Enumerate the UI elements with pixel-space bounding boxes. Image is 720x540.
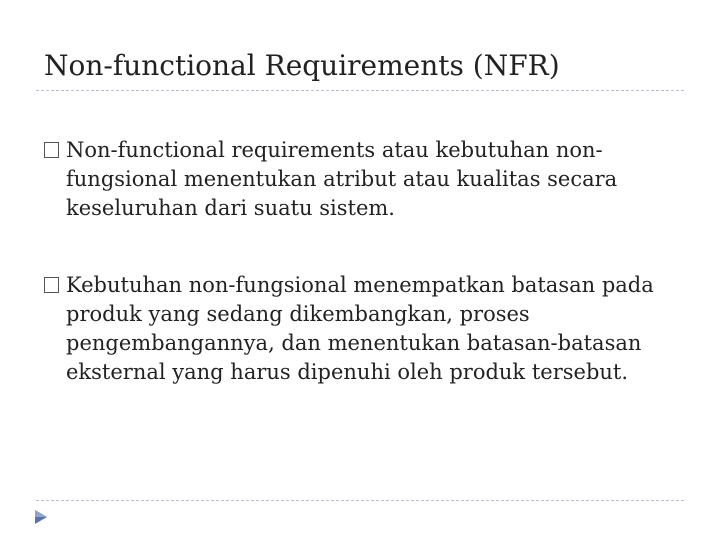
footer-divider [36,500,684,501]
slide-title: Non-functional Requirements (NFR) [44,49,560,82]
square-bullet-icon [44,277,59,293]
bullet-text: Non-functional requirements atau kebutuhan non-fungsional menentukan atribut atau kualitas secara keseluruhan dari suatu sistem. [66,138,618,220]
bullet-item [44,271,684,387]
bullet-list [44,136,684,387]
triangle-arrow-icon[interactable] [30,507,52,527]
bullet-item [44,136,684,223]
bullet-text: Kebutuhan non-fungsional menempatkan batasan pada produk yang sedang dikembangkan, proses pengembangannya, dan menentukan batasan-batasan eksternal yang harus dipenuhi oleh produk tersebut. [66,273,654,384]
title-divider [36,90,684,91]
square-bullet-icon [44,142,59,158]
